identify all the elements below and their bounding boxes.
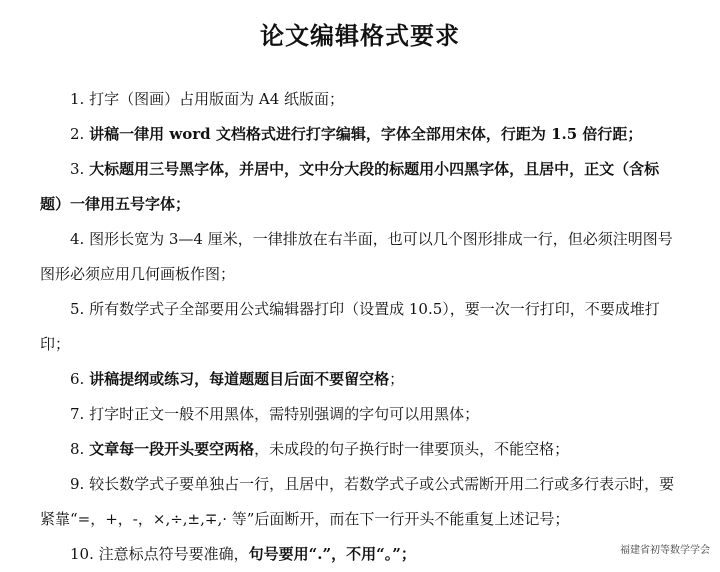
- page-title: 论文编辑格式要求: [260, 22, 460, 50]
- item-text: 所有数学式子全部要用公式编辑器打印（设置成 10.5），要一次一行打印，不要成堆打印；: [40, 300, 660, 353]
- item-number: 4.: [70, 230, 85, 248]
- list-item: [40, 467, 680, 537]
- item-number: 7.: [70, 405, 85, 423]
- list-item: [40, 397, 680, 432]
- item-number: 5.: [70, 300, 85, 318]
- list-item: [40, 432, 680, 467]
- item-text-bold: 文章每一段开头要空两格: [89, 440, 255, 458]
- item-text-bold: 大标题用三号黑字体，并居中，文中分大段的标题用小四黑字体，且居中，正文（含标题）一律用五号字体；: [40, 160, 660, 213]
- list-item: [40, 537, 680, 572]
- list-item: [40, 152, 680, 222]
- item-text: 图形长宽为 3—4 厘米，一律排放在右半面，也可以几个图形排成一行，但必须注明图号图形必须应用几何画板作图；: [40, 230, 673, 283]
- item-text: ；: [389, 370, 405, 388]
- item-number: 6.: [70, 370, 85, 388]
- list-item: [40, 82, 680, 117]
- item-number: 1.: [70, 90, 85, 108]
- item-text-bold: 讲稿提纲或练习，每道题题目后面不要留空格: [89, 370, 390, 388]
- list-item: [40, 292, 680, 362]
- item-text: 注意标点符号要准确，: [98, 545, 249, 563]
- item-text: ，未成段的句子换行时一律要顶头，不能空格；: [254, 440, 570, 458]
- item-number: 8.: [70, 440, 85, 458]
- item-number: 10.: [70, 545, 94, 563]
- item-number: 3.: [70, 160, 85, 178]
- item-number: 2.: [70, 125, 85, 143]
- item-number: 9.: [70, 475, 85, 493]
- item-text: 打字（图画）占用版面为 A4 纸版面；: [89, 90, 345, 108]
- list-item: [40, 362, 680, 397]
- requirements-list: [40, 82, 680, 572]
- watermark: 福建省初等数学学会: [620, 545, 710, 556]
- item-text: 较长数学式子要单独占一行，且居中，若数学式子或公式需断开用二行或多行表示时，要紧靠“=，+，-，×,÷,±,∓,· 等”后面断开，而在下一行开头不能重复上述记号；: [40, 475, 675, 528]
- list-item: [40, 117, 680, 152]
- item-text: 打字时正文一般不用黑体，需特别强调的字句可以用黑体；: [89, 405, 480, 423]
- item-text-bold: 讲稿一律用 word 文档格式进行打字编辑，字体全部用宋体，行距为 1.5 倍行距；: [89, 125, 643, 143]
- item-text-bold: 句号要用“.”，不用“。”；: [248, 545, 416, 563]
- list-item: [40, 222, 680, 292]
